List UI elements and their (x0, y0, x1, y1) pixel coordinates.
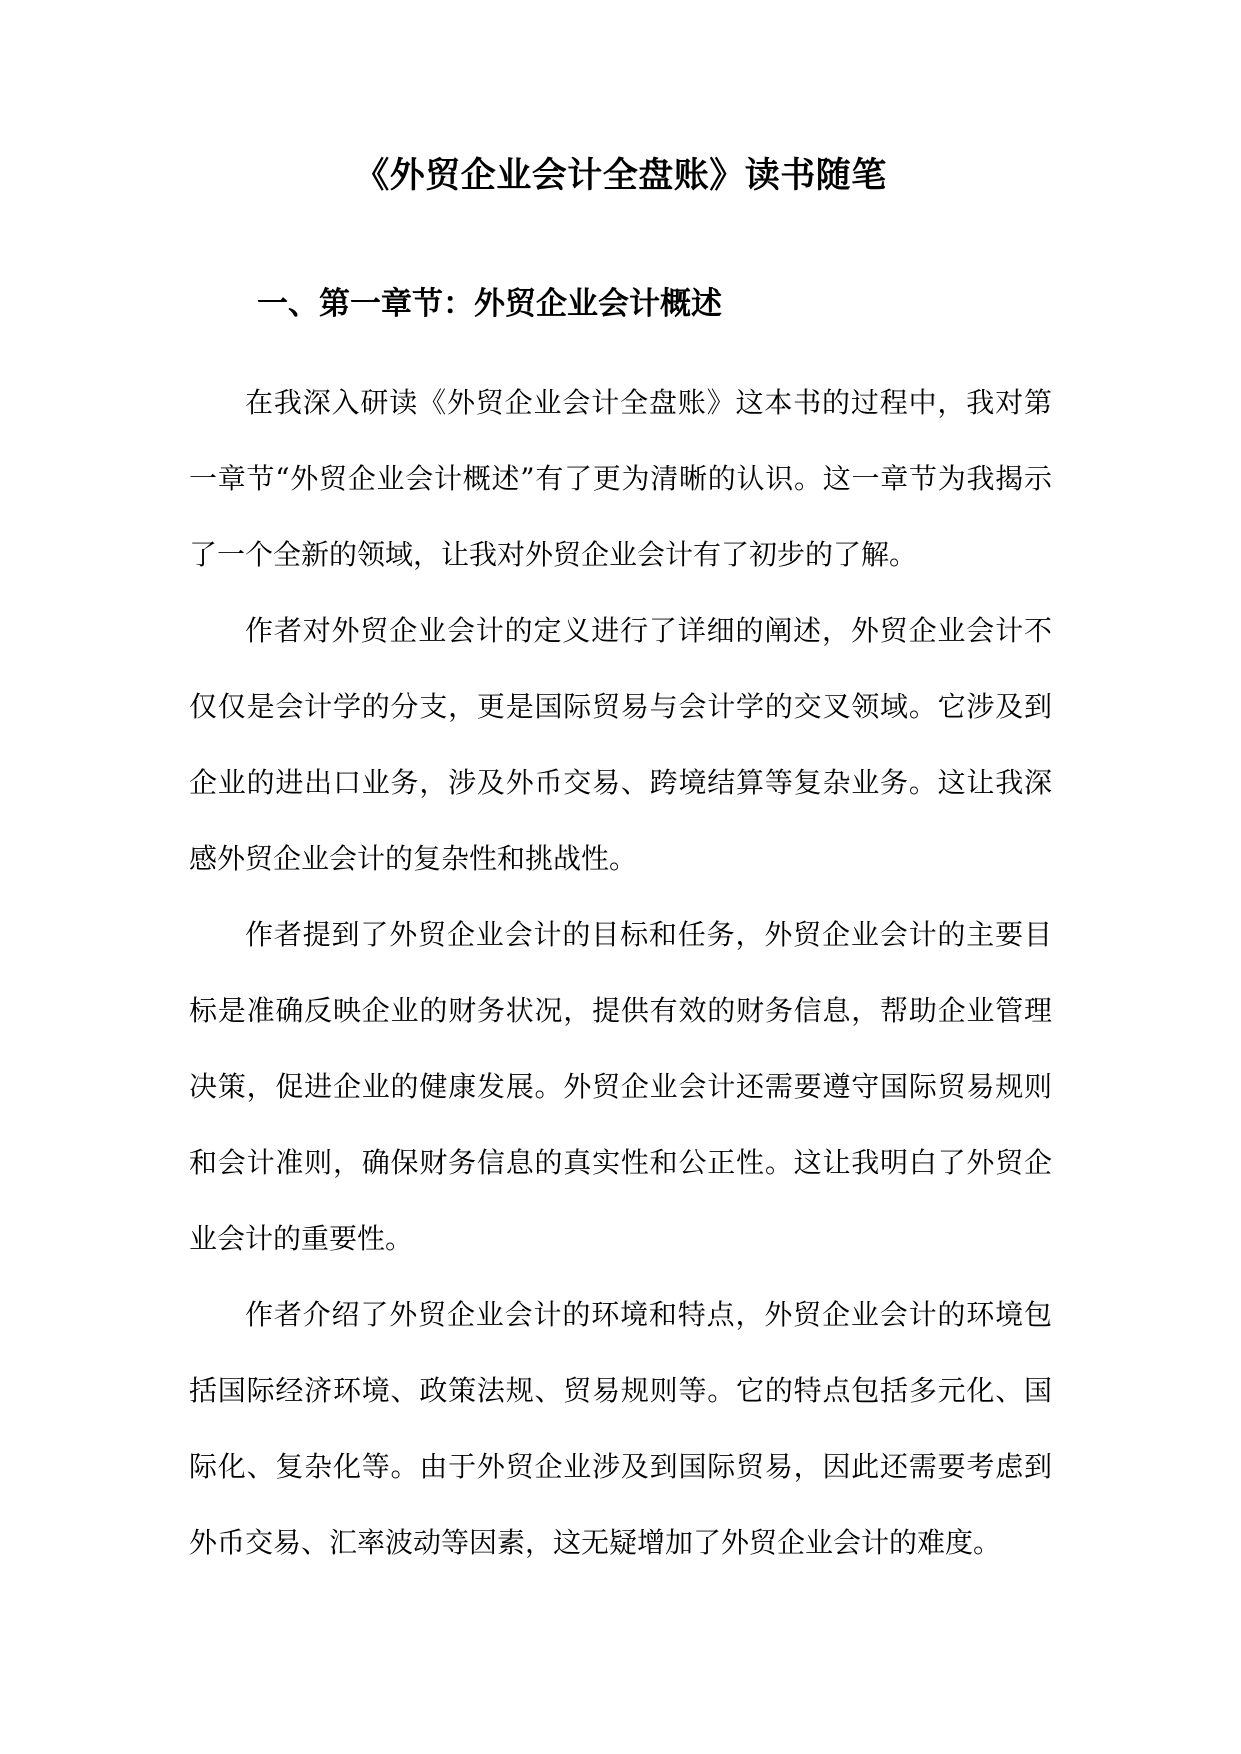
document-title: 《外贸企业会计全盘账》读书随笔 (354, 155, 887, 196)
paragraph: 在我深入研读《外贸企业会计全盘账》这本书的过程中，我对第一章节“外贸企业会计概述”有了更为清晰的认识。这一章节为我揭示了一个全新的领域，让我对外贸企业会计有了初步的了解。 (189, 386, 1052, 571)
section-heading: 一、第一章节：外贸企业会计概述 (257, 286, 722, 322)
document-body (189, 365, 1052, 1581)
paragraph: 作者对外贸企业会计的定义进行了详细的阐述，外贸企业会计不仅仅是会计学的分支，更是国际贸易与会计学的交叉领域。它涉及到企业的进出口业务，涉及外币交易、跨境结算等复杂业务。这让我深感外贸企业会计的复杂性和挑战性。 (189, 614, 1052, 875)
paragraph: 作者提到了外贸企业会计的目标和任务，外贸企业会计的主要目标是准确反映企业的财务状况，提供有效的财务信息，帮助企业管理决策，促进企业的健康发展。外贸企业会计还需要遵守国际贸易规则和会计准则，确保财务信息的真实性和公正性。这让我明白了外贸企业会计的重要性。 (189, 918, 1052, 1255)
paragraph: 作者介绍了外贸企业会计的环境和特点，外贸企业会计的环境包括国际经济环境、政策法规、贸易规则等。它的特点包括多元化、国际化、复杂化等。由于外贸企业涉及到国际贸易，因此还需要考虑到外币交易、汇率波动等因素，这无疑增加了外贸企业会计的难度。 (189, 1298, 1052, 1559)
